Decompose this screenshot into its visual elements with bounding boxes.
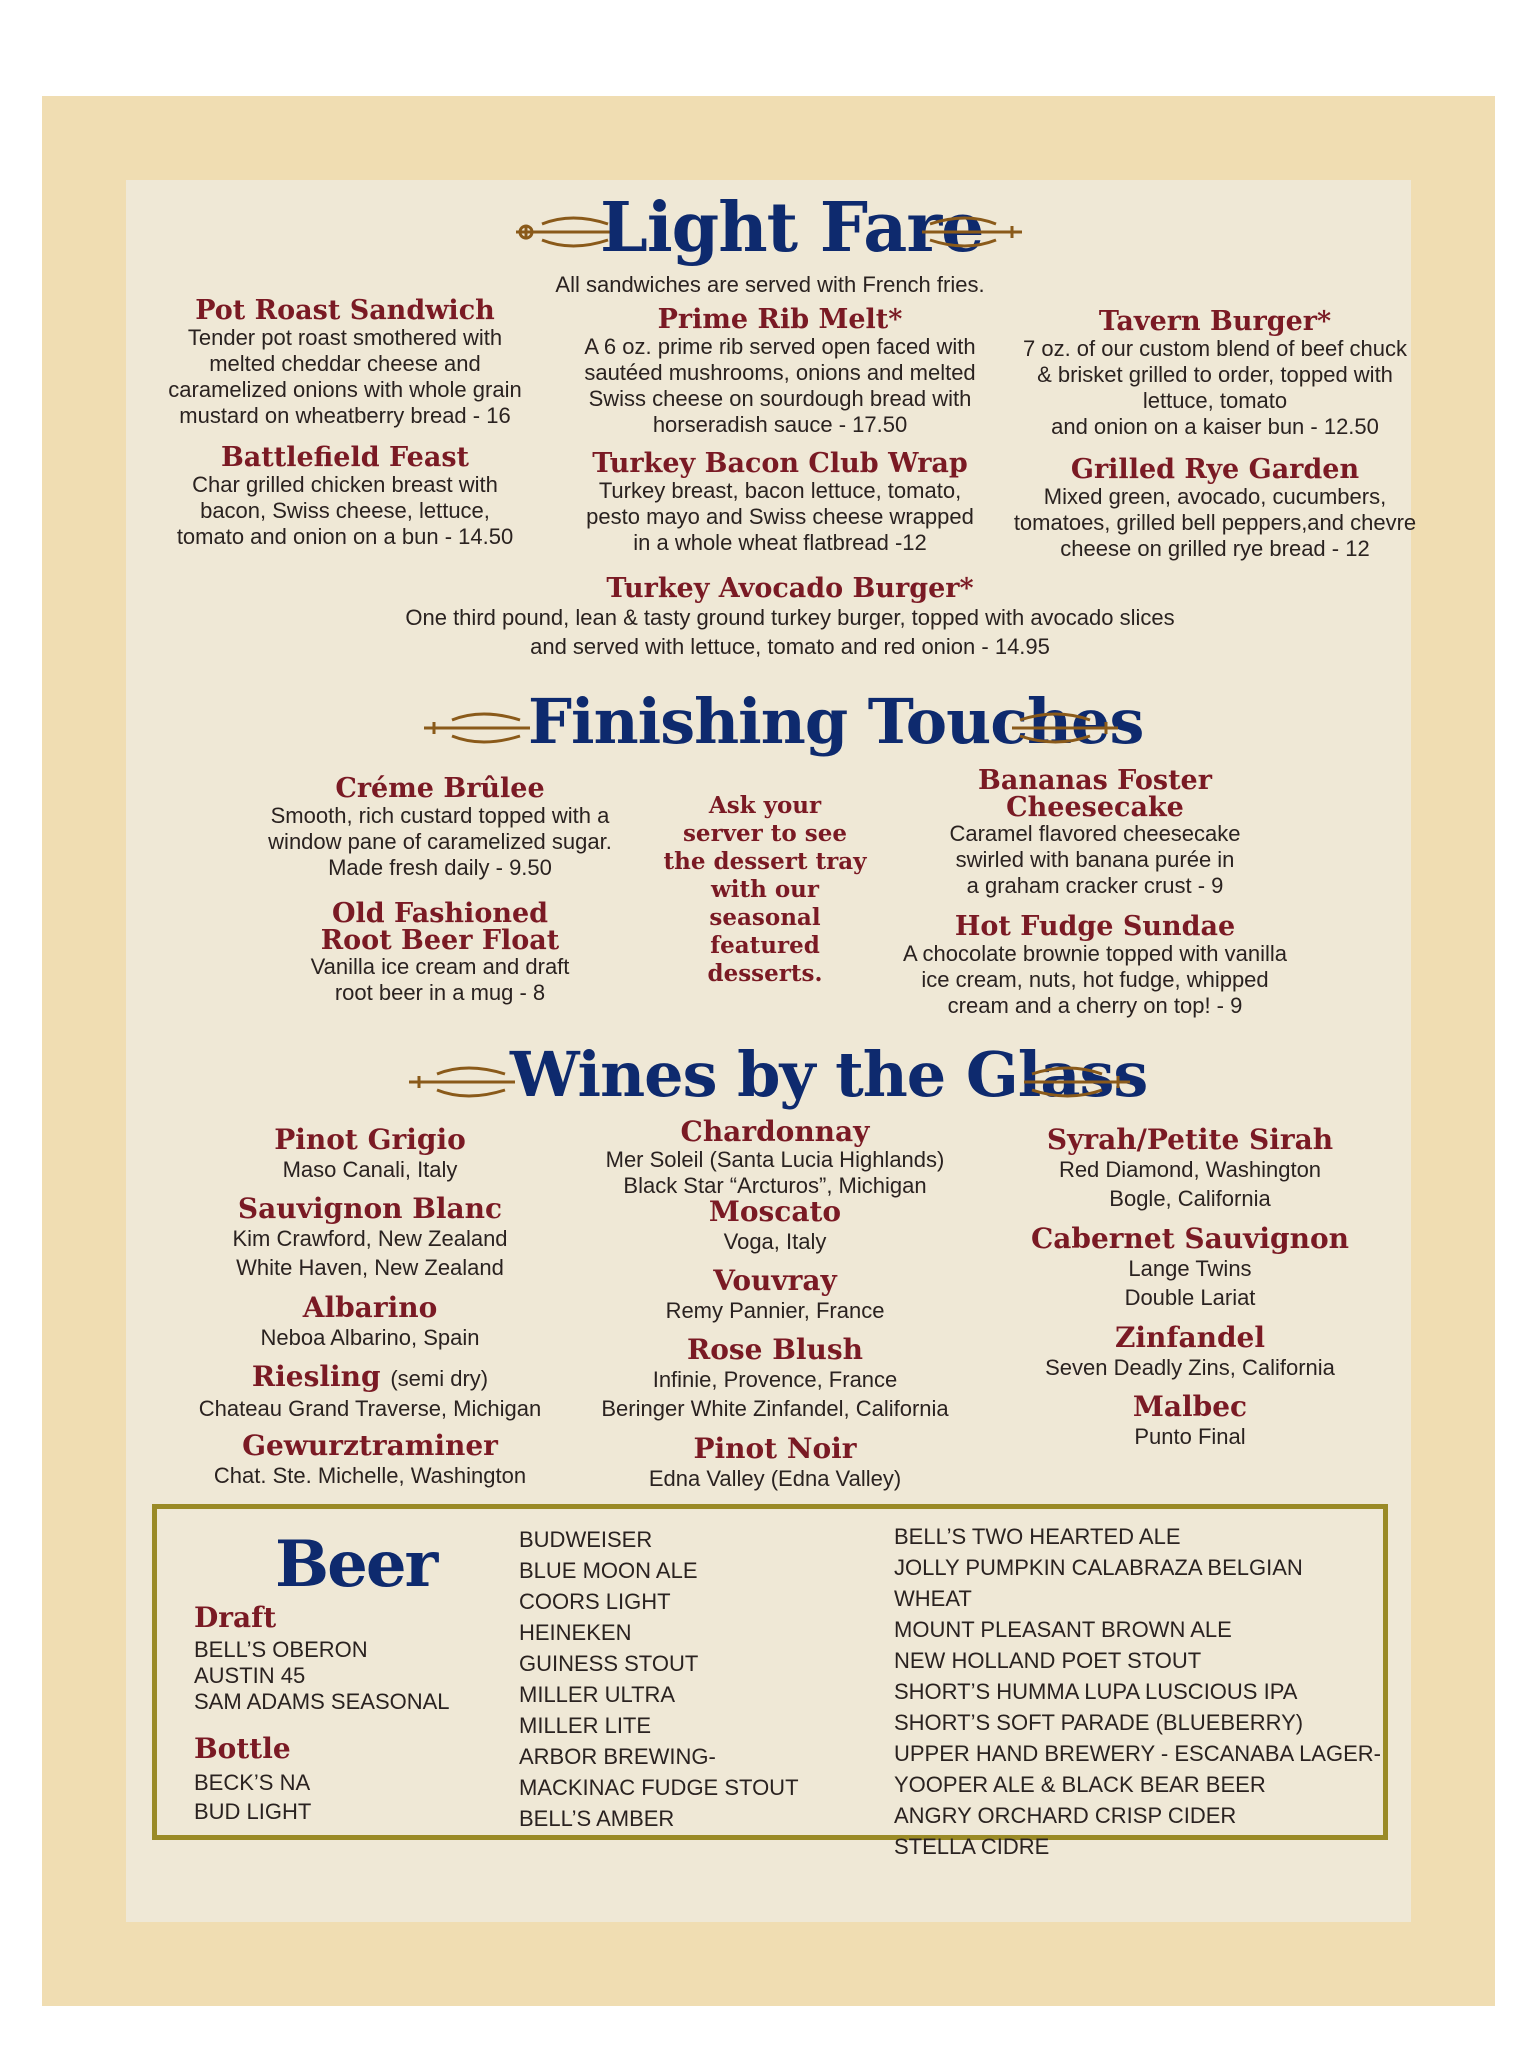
wine-producer: Lange Twins	[1128, 1256, 1252, 1281]
item-name: Battlefield Feast	[220, 442, 470, 473]
item-desc: and onion on a kaiser bun - 12.50	[1051, 414, 1379, 439]
list-item: NEW HOLLAND POET STOUT	[894, 1648, 1202, 1673]
left-ornament-icon	[420, 708, 535, 748]
wine-producer: Remy Pannier, France	[665, 1298, 885, 1323]
list-item: BUD LIGHT	[194, 1799, 312, 1824]
right-ornament-icon	[918, 212, 1028, 252]
item-desc: Vanilla ice cream and draft	[310, 954, 570, 979]
note-line: seasonal	[709, 904, 821, 931]
wine-name: Malbec	[1132, 1390, 1248, 1423]
wine-producer: Chat. Ste. Michelle, Washington	[213, 1463, 527, 1488]
item-desc: root beer in a mug - 8	[334, 980, 546, 1005]
wine-name: Zinfandel	[1114, 1321, 1265, 1354]
list-item: BLUE MOON ALE	[519, 1558, 698, 1583]
wine-name-text: Riesling	[251, 1360, 381, 1393]
menu-item-turkey-club	[560, 449, 1000, 556]
wine-vouvray	[580, 1265, 970, 1325]
menu-item-creme-brulee	[255, 774, 625, 881]
wine-producer: Maso Canali, Italy	[282, 1157, 458, 1182]
menu-item-turkey-avocado	[360, 574, 1220, 661]
list-item: HEINEKEN	[519, 1620, 632, 1645]
list-item: UPPER HAND BREWERY - ESCANABA LAGER-	[894, 1741, 1381, 1766]
wine-gewurztraminer	[170, 1430, 570, 1490]
wine-producer: Infinie, Provence, France	[652, 1367, 898, 1392]
menu-item-tavern-burger	[1010, 307, 1420, 440]
finishing-touches-title: Finishing Touches	[528, 685, 1144, 758]
bottle-heading: Bottle	[194, 1732, 291, 1765]
item-desc: Char grilled chicken breast with	[192, 472, 498, 497]
menu-item-battlefield	[150, 443, 540, 550]
note-line: server to see	[682, 820, 847, 847]
wine-malbec	[1000, 1391, 1380, 1451]
item-desc: Tender pot roast smothered with	[187, 325, 503, 350]
wine-producer: Edna Valley (Edna Valley)	[648, 1466, 902, 1491]
wine-moscato	[580, 1196, 970, 1256]
list-item: YOOPER ALE & BLACK BEAR BEER	[894, 1772, 1266, 1797]
item-desc: pesto mayo and Swiss cheese wrapped	[586, 504, 974, 529]
list-item: BELL’S AMBER	[519, 1806, 675, 1831]
menu-item-bananas-foster	[900, 767, 1290, 899]
wine-name: Chardonnay	[680, 1115, 870, 1148]
list-item: BELL’S TWO HEARTED ALE	[894, 1524, 1181, 1549]
item-desc: A 6 oz. prime rib served open faced with	[584, 334, 976, 359]
list-item: MILLER LITE	[519, 1713, 652, 1738]
bottle-list	[194, 1768, 311, 1826]
list-item: ARBOR BREWING-	[519, 1744, 716, 1769]
right-ornament-icon	[1020, 1062, 1135, 1102]
wine-producer: Mer Soleil (Santa Lucia Highlands)	[605, 1147, 945, 1172]
item-desc: tomatoes, grilled bell peppers,and chevre	[1013, 510, 1417, 535]
list-item: MILLER ULTRA	[519, 1682, 676, 1707]
item-name: Turkey Bacon Club Wrap	[592, 448, 968, 479]
wine-pinot-noir	[580, 1433, 970, 1493]
wine-producer: Beringer White Zinfandel, California	[601, 1396, 949, 1421]
note-line: the dessert tray	[663, 848, 867, 875]
beer-list-middle	[519, 1524, 799, 1834]
item-desc: ice cream, nuts, hot fudge, whipped	[921, 967, 1269, 992]
list-item: SAM ADAMS SEASONAL	[194, 1689, 450, 1714]
item-desc: mustard on wheatberry bread - 16	[179, 403, 511, 428]
wine-name: Cabernet Sauvignon	[1030, 1222, 1350, 1255]
item-desc: melted cheddar cheese and	[209, 351, 481, 376]
menu-item-prime-rib	[560, 305, 1000, 438]
item-desc: horseradish sauce - 17.50	[652, 412, 908, 437]
item-desc: Caramel flavored cheesecake	[949, 821, 1241, 846]
item-name: Pot Roast Sandwich	[195, 295, 495, 326]
wine-chardonnay	[580, 1116, 970, 1199]
wine-albarino	[190, 1292, 550, 1352]
note-line: with our	[710, 876, 820, 903]
item-name: Grilled Rye Garden	[1070, 454, 1360, 485]
wine-syrah	[1000, 1124, 1380, 1213]
wine-sauvignon-blanc	[190, 1193, 550, 1282]
menu-item-rye-garden	[1010, 455, 1420, 562]
draft-list	[194, 1637, 450, 1715]
wine-producer: Punto Final	[1134, 1424, 1246, 1449]
item-desc: Swiss cheese on sourdough bread with	[588, 386, 972, 411]
list-item: SHORT’S SOFT PARADE (BLUEBERRY)	[894, 1710, 1304, 1735]
menu-item-hot-fudge	[880, 912, 1310, 1019]
wines-title: Wines by the Glass	[510, 1038, 1148, 1111]
item-desc: 7 oz. of our custom blend of beef chuck	[1022, 336, 1407, 361]
item-desc: a graham cracker crust - 9	[966, 873, 1224, 898]
beer-title: Beer	[275, 1527, 437, 1602]
list-item: STELLA CIDRE	[894, 1834, 1050, 1859]
left-ornament-icon	[405, 1062, 520, 1102]
list-item: MOUNT PLEASANT BROWN ALE	[894, 1617, 1232, 1642]
item-name: Créme Brûlee	[335, 773, 545, 804]
item-name: Root Beer Float	[320, 925, 560, 956]
wine-rose-blush	[580, 1334, 970, 1423]
item-desc: and served with lettuce, tomato and red onion - 14.95	[530, 634, 1050, 659]
right-ornament-icon	[1008, 708, 1123, 748]
list-item: ANGRY ORCHARD CRISP CIDER	[894, 1803, 1237, 1828]
wine-producer: Seven Deadly Zins, California	[1045, 1355, 1335, 1380]
item-desc: One third pound, lean & tasty ground turkey burger, topped with avocado slices	[405, 605, 1175, 630]
sandwich-note: All sandwiches are served with French fries.	[555, 272, 985, 297]
wine-pinot-grigio	[190, 1124, 550, 1184]
list-item: COORS LIGHT	[519, 1589, 671, 1614]
wine-name: Albarino	[302, 1291, 438, 1324]
item-name: Old Fashioned	[331, 898, 549, 929]
item-desc: in a whole wheat flatbread -12	[633, 530, 927, 555]
wine-name: Syrah/Petite Sirah	[1046, 1123, 1334, 1156]
item-name: Tavern Burger*	[1098, 306, 1332, 337]
item-desc: swirled with banana purée in	[955, 847, 1235, 872]
list-item: BECK’S NA	[194, 1770, 311, 1795]
list-item: BELL’S OBERON	[194, 1637, 368, 1662]
list-item: GUINESS STOUT	[519, 1651, 699, 1676]
wine-producer: Black Star “Arcturos”, Michigan	[623, 1173, 927, 1198]
item-desc: caramelized onions with whole grain	[168, 377, 522, 402]
item-desc: tomato and onion on a bun - 14.50	[176, 524, 514, 549]
item-desc: sautéed mushrooms, onions and melted	[584, 360, 976, 385]
wine-name: Gewurztraminer	[242, 1429, 498, 1462]
list-item: AUSTIN 45	[194, 1663, 306, 1688]
wine-producer: Chateau Grand Traverse, Michigan	[198, 1396, 542, 1421]
wine-producer: White Haven, New Zealand	[236, 1255, 504, 1280]
item-name: Cheesecake	[1006, 792, 1184, 823]
item-desc: & brisket grilled to order, topped with	[1037, 362, 1393, 387]
list-item: BUDWEISER	[519, 1527, 653, 1552]
wine-name: Pinot Grigio	[274, 1123, 466, 1156]
wine-name: Moscato	[708, 1195, 842, 1228]
wine-producer: Kim Crawford, New Zealand	[232, 1226, 508, 1251]
menu-item-pot-roast	[150, 296, 540, 429]
wine-producer: Neboa Albarino, Spain	[260, 1325, 480, 1350]
wine-riesling	[170, 1361, 570, 1423]
draft-heading: Draft	[194, 1601, 277, 1634]
wine-producer: Voga, Italy	[723, 1229, 827, 1254]
wine-producer: Red Diamond, Washington	[1058, 1157, 1322, 1182]
note-line: Ask your	[708, 792, 822, 819]
item-name: Bananas Foster	[978, 765, 1212, 796]
item-desc: A chocolate brownie topped with vanilla	[902, 941, 1288, 966]
wine-name: Pinot Noir	[693, 1432, 857, 1465]
item-desc: bacon, Swiss cheese, lettuce,	[200, 498, 490, 523]
wine-name: Vouvray	[713, 1264, 837, 1297]
item-desc: Made fresh daily - 9.50	[328, 855, 552, 880]
light-fare-title: Light Fare	[600, 188, 984, 268]
wine-producer: Bogle, California	[1109, 1186, 1271, 1211]
item-desc: cheese on grilled rye bread - 12	[1060, 536, 1370, 561]
menu-item-root-beer-float	[255, 900, 625, 1006]
dessert-tray-note	[650, 792, 880, 988]
beer-list-right	[894, 1521, 1383, 1862]
note-line: desserts.	[707, 960, 823, 987]
item-name: Turkey Avocado Burger*	[606, 573, 974, 604]
wine-zinfandel	[1000, 1322, 1380, 1382]
wine-cabernet	[1000, 1223, 1380, 1312]
wine-note: (semi dry)	[390, 1366, 489, 1391]
wine-name: Sauvignon Blanc	[237, 1192, 503, 1225]
item-name: Hot Fudge Sundae	[954, 911, 1236, 942]
list-item: JOLLY PUMPKIN CALABRAZA BELGIAN WHEAT	[894, 1555, 1303, 1611]
item-desc: Turkey breast, bacon lettuce, tomato,	[598, 478, 962, 503]
note-line: featured	[710, 932, 820, 959]
wine-producer: Double Lariat	[1124, 1285, 1256, 1310]
item-desc: cream and a cherry on top! - 9	[947, 993, 1243, 1018]
wine-name	[170, 1361, 570, 1394]
item-desc: Smooth, rich custard topped with a	[270, 803, 610, 828]
wine-name: Rose Blush	[686, 1333, 864, 1366]
list-item: SHORT’S HUMMA LUPA LUSCIOUS IPA	[894, 1679, 1298, 1704]
item-name: Prime Rib Melt*	[657, 304, 903, 335]
item-desc: Mixed green, avocado, cucumbers,	[1043, 484, 1387, 509]
beer-box	[152, 1504, 1388, 1859]
item-desc: window pane of caramelized sugar.	[268, 829, 612, 854]
list-item: MACKINAC FUDGE STOUT	[519, 1775, 799, 1800]
item-desc: lettuce, tomato	[1142, 388, 1288, 413]
